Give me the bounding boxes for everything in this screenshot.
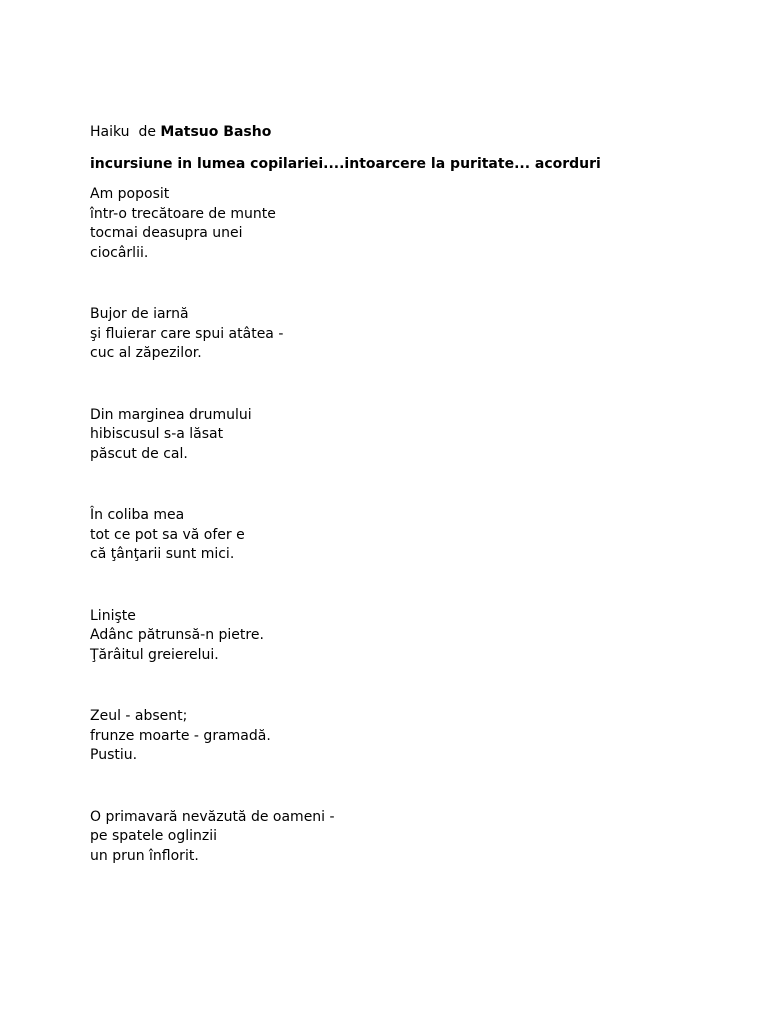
poem: [90, 808, 730, 867]
poem-line: păscut de cal.: [90, 445, 188, 462]
poem-line: O primavară nevăzută de oameni -: [90, 808, 335, 825]
author-name: Matsuo Basho: [160, 124, 272, 140]
poem-line: cuc al zăpezilor.: [90, 345, 202, 361]
title-prefix: Haiku de: [90, 124, 161, 140]
poem-line: tocmai deasupra unei: [90, 225, 243, 241]
document-subtitle: incursiune in lumea copilariei....intoarcere la puritate... acorduri: [90, 156, 601, 172]
poem-line: că ţânţarii sunt mici.: [90, 546, 235, 562]
poem-line: şi fluierar care spui atâtea -: [90, 325, 284, 342]
poem-line: Linişte: [90, 607, 136, 624]
poem: [90, 406, 730, 465]
poem-line: În coliba mea: [90, 507, 185, 523]
poem-line: pe spatele oglinzii: [90, 828, 217, 844]
document-title: [90, 122, 730, 142]
poem-line: Am poposit: [90, 186, 170, 202]
poem: [90, 707, 730, 766]
document-page: [90, 122, 730, 908]
poem: [90, 185, 730, 263]
poem: [90, 506, 730, 565]
poem: [90, 607, 730, 666]
poem-line: Din marginea drumului: [90, 406, 252, 423]
poem-line: Pustiu.: [90, 747, 138, 763]
poem: [90, 305, 730, 364]
poem-line: un prun înflorit.: [90, 847, 199, 864]
poem-line: Zeul - absent;: [90, 708, 188, 724]
poem-line: frunze moarte - gramadă.: [90, 727, 271, 744]
poem-line: Ţărâitul greierelui.: [90, 646, 219, 663]
poem-line: Bujor de iarnă: [90, 306, 189, 322]
poem-list: [90, 185, 730, 866]
poem-line: ciocârlii.: [90, 244, 149, 261]
poem-line: într-o trecătoare de munte: [90, 205, 276, 222]
poem-line: tot ce pot sa vă ofer e: [90, 526, 245, 543]
poem-line: Adânc pătrunsă-n pietre.: [90, 627, 264, 643]
poem-line: hibiscusul s-a lăsat: [90, 426, 224, 442]
